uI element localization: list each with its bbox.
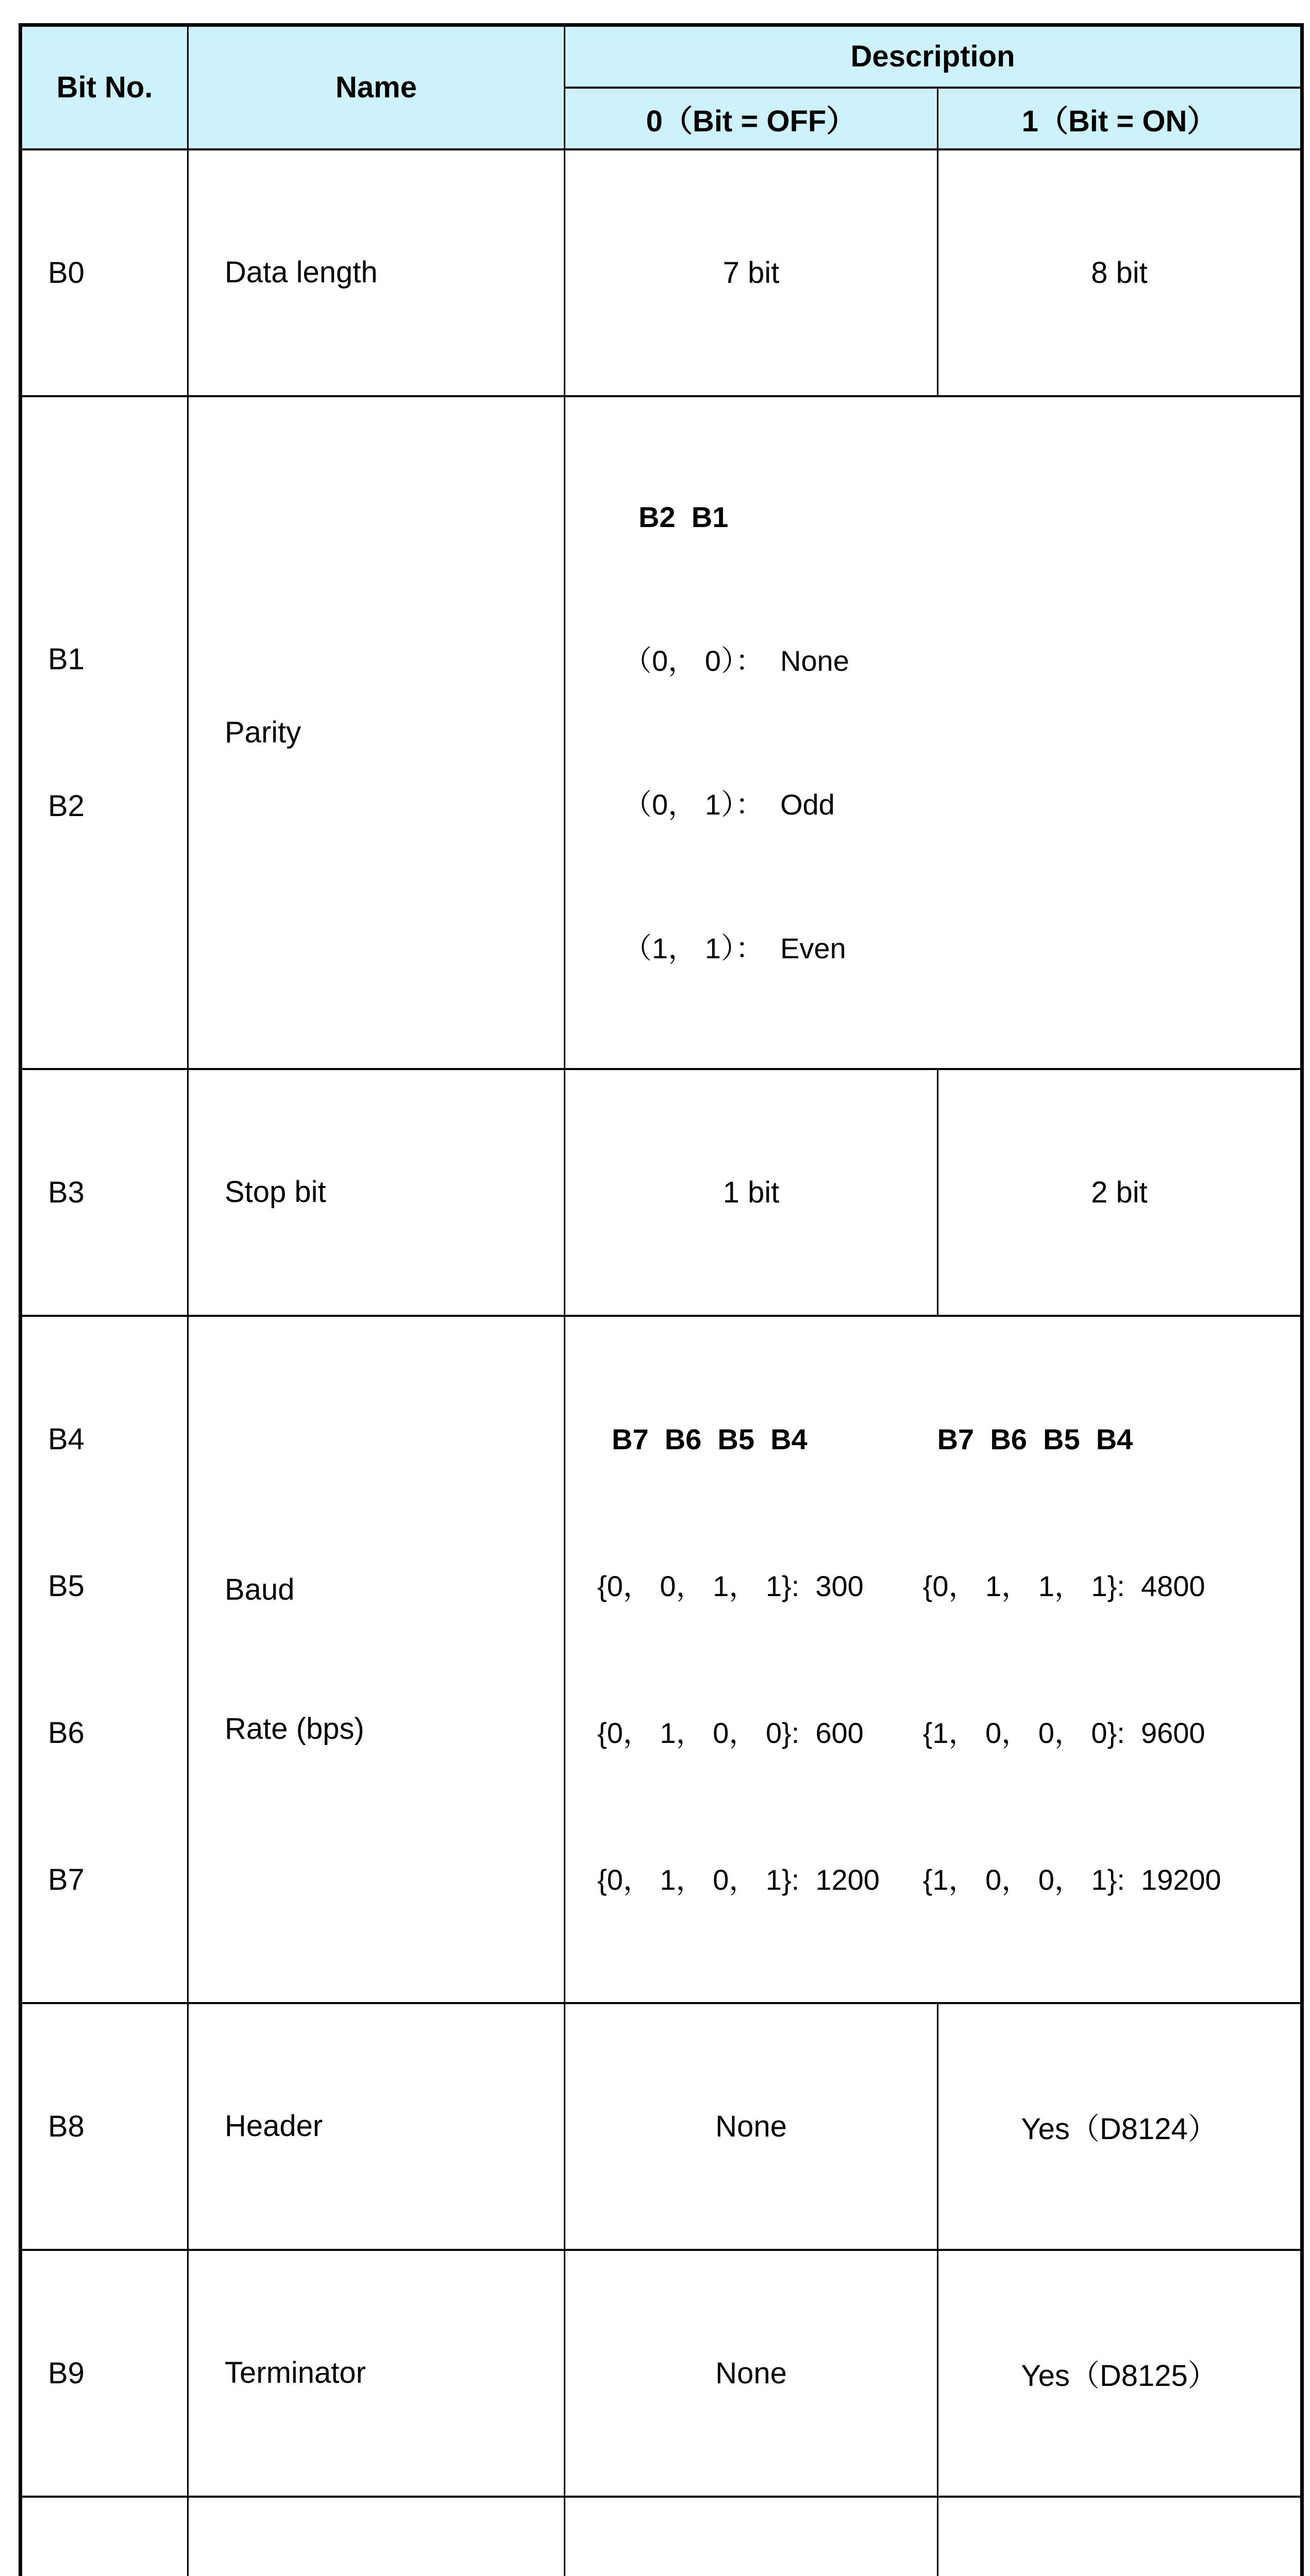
column-header-name: Name [188,25,565,149]
cell-b10-bits [21,2497,188,2576]
bit-label: B8 [48,2102,187,2151]
baud-options-low [565,1317,922,2002]
table-row-baud-rate [21,1316,1302,2003]
cell-b0-off: 7 bit [565,149,938,396]
bit-label: B0 [48,248,187,297]
column-header-description: Description [565,25,1302,88]
header-row-description [21,25,1302,88]
baud-option: {0， 0， 1， 1}: 300 [597,1562,922,1611]
baud-options-high [922,1317,1300,2002]
cell-b9-off: None [565,2250,938,2497]
cell-b8-on: Yes（D8124） [938,2003,1302,2250]
cell-b3-bit [21,1069,188,1316]
baud-bits-header: B7 B6 B5 B4 [597,1415,922,1464]
bit-label: B5 [48,1562,187,1611]
cell-parity-description [565,396,1302,1069]
cell-baud-bits [21,1316,188,2003]
cell-b3-name: Stop bit [188,1069,565,1316]
bit-label: B6 [48,1708,187,1757]
cell-b9-on: Yes（D8125） [938,2250,1302,2497]
bit-configuration-table [19,23,1304,2576]
bit-label: B7 [48,1855,187,1904]
table-row-parity [21,396,1302,1069]
parity-option: （0， 1）： Odd [623,781,1300,828]
cell-parity-name: Parity [188,396,565,1069]
cell-b0-name: Data length [188,149,565,396]
cell-b3-off: 1 bit [565,1069,938,1316]
bit-label: B1 [48,635,187,684]
cell-parity-bits [21,396,188,1069]
cell-b10-name [188,2497,565,2576]
bit-label: B3 [48,1168,187,1217]
parity-bits-header: B2 B1 [623,493,1300,541]
parity-option: （0， 0）： None [623,637,1300,685]
baud-option: {0， 1， 0， 0}: 600 [597,1708,922,1757]
baud-option: {1， 0， 0， 0}: 9600 [923,1708,1300,1757]
cell-b9-name: Terminator [188,2250,565,2497]
baud-name-line: Baud [225,1567,564,1613]
parity-option: （1， 1）： Even [623,924,1300,972]
bit-label: B2 [48,782,187,831]
bit-label: B4 [48,1415,187,1464]
baud-options-block [565,1317,1300,2002]
cell-baud-name [188,1316,565,2003]
table-row-b0 [21,149,1302,396]
table-row-b9 [21,2250,1302,2497]
column-header-bit-on: 1（Bit = ON） [938,88,1302,149]
cell-b8-name: Header [188,2003,565,2250]
cell-b0-on: 8 bit [938,149,1302,396]
column-header-bit-no: Bit No. [21,25,188,149]
table-row-b3 [21,1069,1302,1316]
cell-b10-off [565,2497,938,2576]
baud-option: {0， 1， 0， 1}: 1200 [597,1855,922,1904]
cell-b8-off: None [565,2003,938,2250]
table-row-b10-b11 [21,2497,1302,2576]
cell-b10-on [938,2497,1302,2576]
column-header-bit-off: 0（Bit = OFF） [565,88,938,149]
baud-option: {0， 1， 1， 1}: 4800 [923,1562,1300,1611]
baud-bits-header: B7 B6 B5 B4 [923,1415,1300,1464]
cell-baud-description [565,1316,1302,2003]
cell-b9-bit [21,2250,188,2497]
baud-option: {1， 0， 0， 1}: 19200 [923,1855,1300,1904]
cell-b0-bit [21,149,188,396]
baud-name-line: Rate (bps) [225,1706,564,1752]
cell-b8-bit [21,2003,188,2250]
bit-label: B9 [48,2349,187,2398]
table-row-b8 [21,2003,1302,2250]
parity-options-block [565,397,1300,1068]
cell-b3-on: 2 bit [938,1069,1302,1316]
